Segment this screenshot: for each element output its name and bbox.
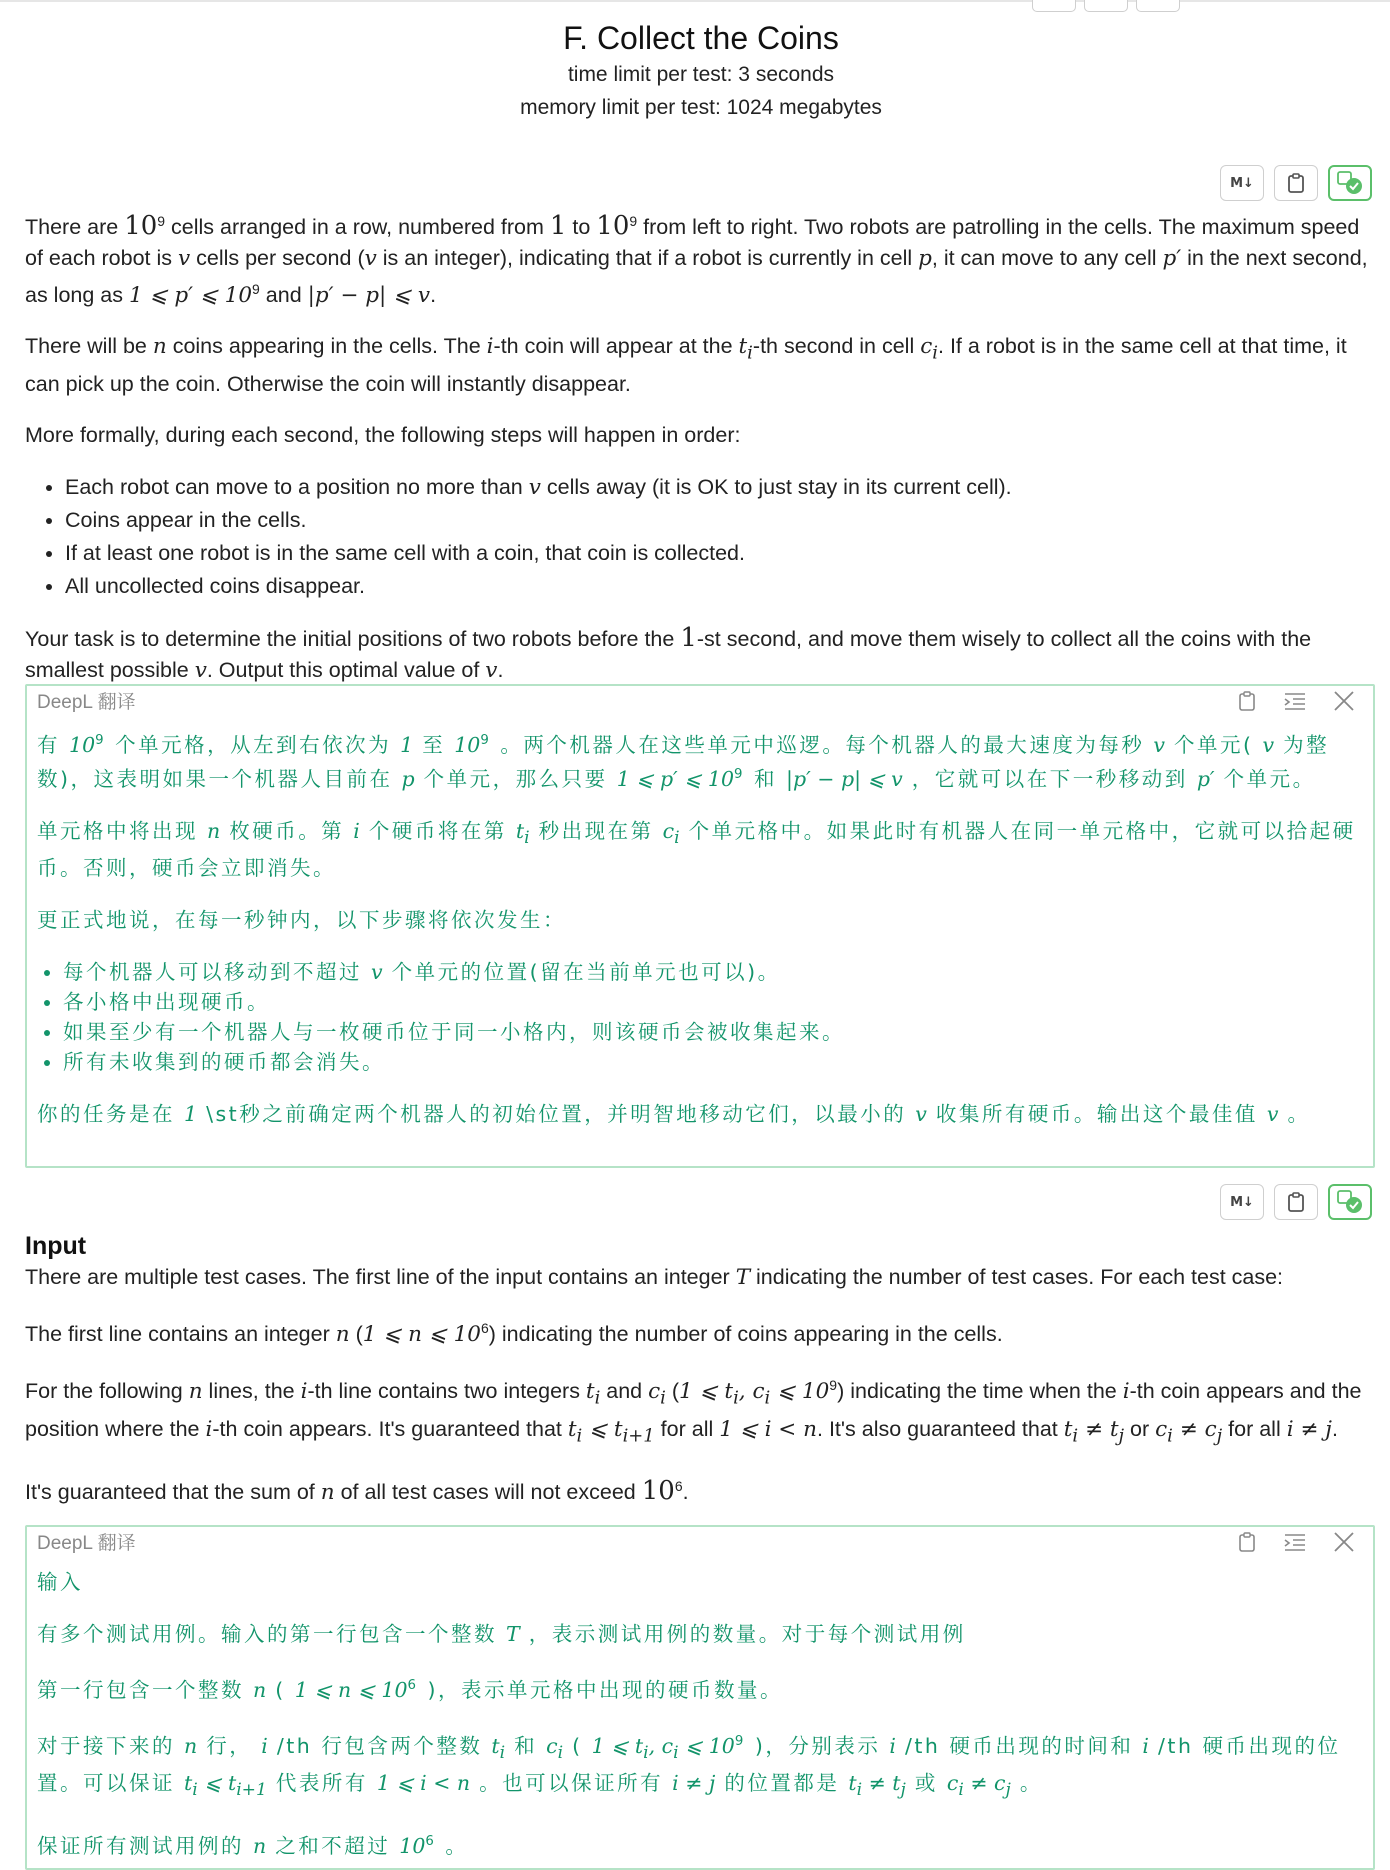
translation-header [27,686,1373,720]
list-item: • 各小格中出现硬币。 [63,987,1363,1017]
clipboard-icon [1286,172,1306,194]
translation-header [27,1527,1373,1561]
time-limit: time limit per test: 3 seconds [567,63,835,86]
list-indent-icon[interactable] [1283,691,1307,711]
copy-button[interactable] [1274,1184,1318,1220]
translation-paragraph: 你的任务是在 1 \st秒之前确定两个机器人的初始位置，并明智地移动它们，以最小的 v 收集所有硬币。输出这个最佳值 v 。 [37,1101,1311,1126]
translate-check-icon [1336,170,1364,196]
statement-paragraph-1: There are $10^9$ cells arranged in a row, numbered from 1 to $10^9$ from left to right. Two robots are patrolling in the cells. The maximum speed of each robot is v cells per second (v is an integer), indicating that if a robot is currently in cell p, it can move to any cell p′ in the next second, as long as 1 ⩽ p′ ⩽ $10^9$ and |p′ − p| ⩽ v. [25,211,1368,309]
translation-paragraph: 保证所有测试用例的 n 之和不超过 $10^6$ 。 [37,1833,469,1858]
statement-toolbar [1220,165,1372,201]
list-item: • All uncollected coins disappear. [65,570,1380,603]
input-paragraph-4: It's guaranteed that the sum of n of all test cases will not exceed $10^6$. [25,1476,689,1507]
steps-list [25,471,1380,603]
deepl-translation-box [25,1525,1375,1870]
input-toolbar [1220,1184,1372,1220]
translation-paragraph: 更正式地说，在每一秒钟内，以下步骤将依次发生： [37,907,566,932]
input-section [25,1230,1380,1528]
statement-paragraph-2: There will be n coins appearing in the cells. The i-th coin will appear at the $t_i-th$ second in cell $c_i$. If a robot is in the same cell at that time, it can pick up the coin. Otherwise the coin will instantly disappear. [25,334,1347,396]
list-item: • 所有未收集到的硬币都会消失。 [63,1047,1363,1077]
deepl-translation-box [25,684,1375,1168]
translation-paragraph: 有多个测试用例。输入的第一行包含一个整数 T ，表示测试用例的数量。对于每个测试用例 [37,1622,966,1646]
problem-title: F. Collect the Coins [563,20,839,56]
top-edge-button[interactable] [1136,0,1180,12]
input-paragraph-1: There are multiple test cases. The first line of the input contains an integer T indicating the number of test cases. For each test case: [25,1265,1284,1290]
translate-button[interactable] [1328,165,1372,201]
list-item: • Coins appear in the cells. [65,504,1380,537]
markdown-label: M↓ [1230,1194,1254,1210]
input-paragraph-2: The first line contains an integer n (1 ⩽ n ⩽ $10^6$) indicating the number of coins appearing in the cells. [25,1320,1003,1348]
statement-paragraph-3: More formally, during each second, the following steps will happen in order: [25,422,741,447]
input-paragraph-3: For the following n lines, the i-th line contains two integers $t_i$ and $c_i$ (1 ⩽ $t_i$, $c_i$ ⩽ $10^9$) indicating the time when the i-th coin appears and the position where the i-th coin appears. It's guaranteed that $t_i$ ⩽ $t_{i+1}$ for all 1 ⩽ i < n. It's also guaranteed that $t_i \ne t_j$ or $c_i \ne c_j$ for all i ≠ j. [25,1377,1362,1446]
memory-limit: memory limit per test: 1024 megabytes [520,96,882,119]
clipboard-icon[interactable] [1237,690,1257,712]
translation-body [27,1561,1373,1861]
statement-body [25,206,1380,706]
copy-button[interactable] [1274,165,1318,201]
list-indent-icon[interactable] [1283,1532,1307,1552]
translation-paragraph: 第一行包含一个整数 n ( 1 ⩽ n ⩽ $10^6$ )，表示单元格中出现的硬币数量。 [37,1677,784,1702]
translation-title: DeepL 翻译 [37,692,136,713]
list-item: • 如果至少有一个机器人与一枚硬币位于同一小格内，则该硬币会被收集起来。 [63,1017,1363,1047]
top-edge-button[interactable] [1032,0,1076,12]
list-item: • Each robot can move to a position no more than v cells away (it is OK to just stay in its current cell). [65,471,1380,504]
translation-heading: 输入 [37,1570,83,1594]
translation-paragraph: 单元格中将出现 n 枚硬币。第 i 个硬币将在第 $t_i$ 秒出现在第 $c_i$ 个单元格中。如果此时有机器人在同一单元格中，它就可以拾起硬币。否则，硬币会立即消失。 [37,818,1356,880]
top-edge-button[interactable] [1084,0,1128,12]
translation-paragraph: 对于接下来的 n 行， i /th 行包含两个整数 $t_i$ 和 $c_i$ ( 1 ⩽ $t_i$, $c_i$ ⩽ $10^9$ )，分别表示 i /th 硬币出现的时间和 i /th 硬币出现的位置。可以保证 $t_i$ ⩽ $t_{i+1}$ 代表所有 1 ⩽ i < n 。也可以保证所有 i ≠ j 的位置都是 $t_i \ne t_j$ 或 $c_i \ne c_j$ 。 [37,1733,1341,1800]
markdown-label: M↓ [1230,175,1254,191]
markdown-button[interactable] [1220,1184,1264,1220]
translate-button[interactable] [1328,1184,1372,1220]
translation-title: DeepL 翻译 [37,1533,136,1554]
list-item: • If at least one robot is in the same cell with a coin, that coin is collected. [65,537,1380,570]
close-icon[interactable] [1333,1531,1355,1553]
translation-body [27,720,1373,1129]
translate-check-icon [1336,1189,1364,1215]
clipboard-icon [1286,1191,1306,1213]
input-heading: Input [25,1232,87,1260]
list-item: • 每个机器人可以移动到不超过 v 个单元的位置(留在当前单元也可以)。 [63,957,1363,987]
translation-steps-list [37,957,1363,1077]
problem-header [0,18,1390,124]
translation-paragraph: 有 $10^9$ 个单元格，从左到右依次为 1 至 $10^9$ 。两个机器人在这些单元中巡逻。每个机器人的最大速度为每秒 v 个单元( v 为整数)，这表明如果一个机器人目前在 p 个单元，那么只要 1 ⩽ p′ ⩽ $10^9$ 和 |p′ − p| ⩽ v ，它就可以在下一秒移动到 p′ 个单元。 [37,732,1330,791]
statement-paragraph-4: Your task is to determine the initial positions of two robots before the 1-st second, and move them wisely to collect all the coins with the smallest possible v. Output this optimal value of v. [25,622,1312,683]
top-border [0,0,1390,2]
markdown-button[interactable] [1220,165,1264,201]
clipboard-icon[interactable] [1237,1531,1257,1553]
close-icon[interactable] [1333,690,1355,712]
